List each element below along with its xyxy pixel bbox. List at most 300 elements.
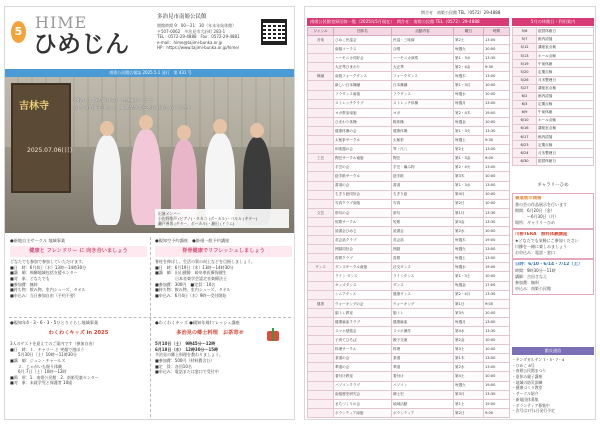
notice-list <box>512 357 594 414</box>
table-cell: 着付け教室 <box>334 372 392 381</box>
table-cell: 10:00 <box>484 308 510 317</box>
event-line: 多治見の郷土料理を教わりましょう。 <box>155 352 223 358</box>
table-cell: 郷土史 <box>392 390 454 399</box>
table-row <box>308 99 510 108</box>
event-line: 脊柱を伸ばし、生活の質の向上などを目指しましょう。 <box>155 259 255 265</box>
table-row <box>308 354 510 363</box>
table-cell: 第1・3火 <box>454 126 484 135</box>
table-cell: 第3月 <box>454 390 484 399</box>
table-cell: 読書会ひめじ <box>334 226 392 235</box>
table-cell: 館内清掃 <box>537 133 594 141</box>
table-row <box>513 52 594 60</box>
genre-cell <box>308 117 334 126</box>
table-cell: 振替休館日 <box>537 157 594 165</box>
genre-cell <box>308 99 334 108</box>
table-cell: 19:00 <box>484 381 510 390</box>
table-cell: ウォーキングの会 <box>334 299 392 308</box>
table-cell: ストレッチクラブ <box>334 99 392 108</box>
back-page <box>304 6 596 420</box>
table-row <box>308 117 510 126</box>
performer-head <box>250 123 264 138</box>
table-cell: 第1日 <box>454 299 484 308</box>
table-cell: 毎週土 <box>454 254 484 263</box>
column-divider <box>150 237 151 417</box>
genre-cell <box>308 354 334 363</box>
table-cell: 振替休館日 <box>537 28 594 36</box>
table-cell: 月末整理日 <box>537 149 594 157</box>
newsletter-title: ひめじん <box>33 30 129 58</box>
box-line: 時間：9時30分〜11時 <box>515 268 556 274</box>
box-title: 日時：6/10・6/14・7/12（土） <box>515 262 583 267</box>
genre-cell <box>308 90 334 99</box>
table-cell: 華道 <box>392 363 454 372</box>
table-cell: 太極拳サークル <box>334 136 392 145</box>
table-cell: 健康ダンス <box>392 290 454 299</box>
table-cell: 日本舞踊 <box>392 81 454 90</box>
event-title: 健康と フレンドリー に 向き合いましょう <box>10 246 147 257</box>
table-cell: 定期点検 <box>537 141 594 149</box>
group-table <box>307 27 510 418</box>
table-row <box>513 125 594 133</box>
table-cell: 10:00 <box>484 172 510 181</box>
table-cell: 写真クラブ南姫 <box>334 199 392 208</box>
caption-line: 日々の情報を正しく、素敵な演奏をぜひお楽しみください <box>75 105 192 111</box>
table-cell: 親子交流 <box>392 336 454 345</box>
date-cell: 5/27 <box>513 84 537 92</box>
event-line: ■定 員：各回10名 <box>155 363 192 369</box>
table-cell: 9:30 <box>484 136 510 145</box>
table-cell: 俳句 <box>392 208 454 217</box>
table-row <box>308 63 510 72</box>
genre-cell <box>308 408 334 417</box>
genre-cell <box>308 245 334 254</box>
table-cell: 第2・4月 <box>454 290 484 299</box>
table-cell: 毎週土 <box>454 136 484 145</box>
event-line: 3人のゲストを迎えてのご案内です（参加自由） <box>10 341 97 347</box>
table-cell: 毎週木 <box>454 72 484 81</box>
date-cell: 5/7 <box>513 36 537 44</box>
table-row <box>513 149 594 157</box>
table-row <box>513 28 594 36</box>
table-row <box>513 108 594 116</box>
notice-item: ・新規団体募集 <box>512 396 539 402</box>
genre-cell <box>308 181 334 190</box>
table-cell: 19:00 <box>484 236 510 245</box>
info-line: e-mail：hime@tajimi-bunka.or.jp <box>157 39 223 45</box>
date-cell: 6/3 <box>513 100 537 108</box>
event-line: ■日 時：6月19日（木）13時〜14時30分 <box>155 264 234 270</box>
genre-cell <box>308 281 334 290</box>
table-cell: 俳句の会 <box>334 208 392 217</box>
genre-cell <box>308 190 334 199</box>
table-cell: 10:00 <box>484 90 510 99</box>
genre-cell <box>308 81 334 90</box>
table-cell: 茶道 <box>392 354 454 363</box>
table-row <box>308 208 510 217</box>
table-cell: 毎週火 <box>454 381 484 390</box>
table-cell: 10:00 <box>484 345 510 354</box>
table-cell: 月末整理日 <box>537 76 594 84</box>
table-cell: 13:00 <box>484 317 510 326</box>
table-cell: 第2水 <box>454 226 484 235</box>
table-cell: ちぎり絵同好会 <box>334 190 392 199</box>
table-cell: スマホ勉強会 <box>334 327 392 336</box>
event-kids <box>10 320 147 386</box>
gallery-heading: ギャラリーひめ <box>537 183 569 188</box>
table-cell: 13:00 <box>484 99 510 108</box>
table-cell: 写真 <box>392 199 454 208</box>
table-row <box>308 108 510 117</box>
column-header: 時間 <box>484 28 510 36</box>
table-cell: まちづくりの会 <box>334 399 392 408</box>
event-line: ■参加費：300円 ■定員：10名 <box>155 281 216 287</box>
box-line: 参加費：無料 <box>515 279 539 285</box>
table-row <box>308 363 510 372</box>
event-line: ■対 象：未就学児と保護者 10組 <box>10 380 73 386</box>
table-cell: ホール点検 <box>537 52 594 60</box>
event-health <box>10 238 147 298</box>
table-cell: 10:00 <box>484 199 510 208</box>
table-cell: 毎週火 <box>454 45 484 54</box>
event-line: どなたでも参加で参加していただけます。 <box>10 259 86 265</box>
table-cell: 13:00 <box>484 254 510 263</box>
table-cell: ホール点検 <box>537 117 594 125</box>
table-cell: ひめこ民謡会 <box>334 36 392 45</box>
date-cell: 6/9 <box>513 108 537 116</box>
table-cell: 9:00 <box>484 299 510 308</box>
genre-cell <box>308 336 334 345</box>
date-cell: 6/17 <box>513 133 537 141</box>
column-header: 活動内容 <box>392 28 454 36</box>
closure-table <box>512 27 594 166</box>
genre-cell <box>308 217 334 226</box>
table-row <box>308 336 510 345</box>
genre-cell: 音楽 <box>308 36 334 45</box>
table-row <box>308 226 510 235</box>
event-line: ■対 象：どなたでも <box>10 275 50 281</box>
caption-line: 瀬戸善男 (ギター、ボーカル)・瀬田 (ドラム) <box>158 221 235 227</box>
photo-caption <box>75 99 285 112</box>
caption-line: 出演メンバー <box>158 211 181 216</box>
box-line: 期間：6月20日（金） <box>515 208 555 214</box>
concert-photo <box>5 77 295 233</box>
contact-info <box>157 14 257 50</box>
section-label: ●親知年4・3・6・3・5ひとりぐらし地域事業 <box>10 320 99 325</box>
table-cell: 第2水 <box>454 363 484 372</box>
table-row <box>308 72 510 81</box>
table-cell: 10:00 <box>484 45 510 54</box>
table-row <box>513 133 594 141</box>
event-title: 多治見の郷土料理 お茶寄せ <box>155 328 265 339</box>
table-row <box>308 290 510 299</box>
table-cell: 第2日 <box>454 199 484 208</box>
table-cell: 合唱 <box>392 45 454 54</box>
sign-title: 吉林寺 <box>19 101 49 112</box>
table-cell: 午前休館 <box>537 108 594 116</box>
table-cell: パソコンクラブ <box>334 381 392 390</box>
table-cell: 定期点検 <box>537 68 594 76</box>
side-table-title: 5月の休館日・利用案内 <box>512 18 594 26</box>
performer-head <box>139 115 153 130</box>
row-divider <box>9 317 291 318</box>
notice-item: ・次号は7月1日発行予定 <box>512 408 555 414</box>
table-row <box>308 154 510 163</box>
info-line: HP：https://www.tajimi-bunka.or.jp/hime/ <box>157 44 240 50</box>
table-cell: 第1木 <box>454 354 484 363</box>
genre-cell <box>308 108 334 117</box>
table-row <box>513 76 594 84</box>
genre-cell <box>308 317 334 326</box>
table-cell: 脳トレ <box>392 308 454 317</box>
table-cell: 13:00 <box>484 181 510 190</box>
table-row <box>308 54 510 63</box>
genre-cell <box>308 372 334 381</box>
genre-cell <box>308 290 334 299</box>
event-line: ■申込み：当日参加自由（予約不要） <box>10 292 78 298</box>
table-cell: ストレッチ体操 <box>392 99 454 108</box>
table-cell: 第2金 <box>454 336 484 345</box>
event-line: ■講 師：ジュン・チャールズ <box>10 357 66 363</box>
genre-cell: 文芸 <box>308 208 334 217</box>
masthead <box>5 7 295 69</box>
table-cell: 茶道の会 <box>334 354 392 363</box>
table-cell: 第2・4火 <box>454 163 484 172</box>
table-cell: 13:00 <box>484 163 510 172</box>
section-label: ●親知空予約講座 ●掛週一般予約講座 <box>155 238 230 243</box>
table-cell: 9:00 <box>484 154 510 163</box>
table-cell: 書道の会 <box>334 181 392 190</box>
table-cell: 第1土 <box>454 399 484 408</box>
table-row <box>308 263 510 272</box>
notice-item: ・地域の防災訓練 <box>512 379 543 385</box>
date-cell: 5/12 <box>513 44 537 52</box>
section-label: ●新地自主サークル 地域事業 <box>10 238 66 243</box>
table-cell: 手芸の会 <box>334 163 392 172</box>
table-cell: ラインダンス <box>392 272 454 281</box>
table-cell: 第2・4木 <box>454 108 484 117</box>
table-row <box>308 390 510 399</box>
genre-cell <box>308 363 334 372</box>
table-cell: 13:30 <box>484 290 510 299</box>
table-cell: 毎週月 <box>454 317 484 326</box>
table-cell: 13:30 <box>484 217 510 226</box>
event-spine <box>155 238 292 298</box>
box-line: 川柳を一緒に楽しみましょう <box>515 244 567 250</box>
table-cell: 毎週月 <box>454 99 484 108</box>
table-cell: 講座室点検 <box>537 44 594 52</box>
table-cell: 午前休館 <box>537 60 594 68</box>
table-cell: 9:00 <box>484 408 510 417</box>
date-cell: 6/10 <box>513 117 537 125</box>
date-cell: 5/13 <box>513 52 537 60</box>
table-cell: 囲碁同好会 <box>334 245 392 254</box>
genre-cell <box>308 226 334 235</box>
table-body <box>513 28 594 166</box>
performer-figure <box>93 135 121 225</box>
issue-bar: 南姫公民館広報誌 2025.5.1 発行 第 431 号 <box>5 69 295 77</box>
event-line: ■場 所：1．南姫公民館 2．南姫児童センター <box>10 374 99 380</box>
table-cell: 南姫歴史研究会 <box>334 390 392 399</box>
event-line: ■日 時：１．チャリー と 笑顔で遊ぼう <box>10 346 85 352</box>
event-line: ■日 時：6月4日（水）13時〜14時30分 <box>10 264 87 270</box>
event-line: ■持ち物：飲み物、室内シューズ、タオル <box>155 287 231 293</box>
table-cell: シニアダンス <box>334 290 392 299</box>
front-page <box>4 6 295 420</box>
table-cell: 短歌サークル <box>334 217 392 226</box>
performer-head <box>100 121 114 136</box>
date-cell: 6/2 <box>513 92 537 100</box>
table-cell: ヨガ <box>392 108 454 117</box>
table-cell: 第4土 <box>454 372 484 381</box>
qr-code-icon[interactable] <box>261 19 287 45</box>
table-cell: 第2・4金 <box>454 63 484 72</box>
table-cell: 講座室点検 <box>537 125 594 133</box>
genre-cell: 健康 <box>308 299 334 308</box>
table-cell: 毎週金 <box>454 281 484 290</box>
notice-item: ・キンダガルテン 7・3・7・4 <box>512 357 565 362</box>
table-cell: 第1・3金 <box>454 154 484 163</box>
table-cell: 10:00 <box>484 272 510 281</box>
table-cell: 毎週水 <box>454 263 484 272</box>
genre-cell <box>308 172 334 181</box>
table-cell: 第3金 <box>454 217 484 226</box>
table-cell: 新しい日本舞踊 <box>334 81 392 90</box>
schedule-box <box>512 259 594 295</box>
date-cell: 6/16 <box>513 125 537 133</box>
section-label: ●わくわくキッズ ●親知年週Ⅰフレッシュ講座 <box>155 320 240 325</box>
gift-box-icon <box>267 331 279 341</box>
table-cell: 料理 <box>392 345 454 354</box>
table-cell: ライン ダンス <box>334 272 392 281</box>
table-cell: 10:00 <box>484 190 510 199</box>
genre-cell <box>308 345 334 354</box>
table-cell: 将棋 <box>392 254 454 263</box>
table-cell: フォークダンス <box>392 72 454 81</box>
table-cell: 健康麻雀 <box>392 317 454 326</box>
table-cell: 10:00 <box>484 372 510 381</box>
table-cell: 第1・3水 <box>454 54 484 63</box>
date-cell: 5/26 <box>513 76 537 84</box>
table-cell: 大正琴 <box>392 63 454 72</box>
table-row <box>308 172 510 181</box>
event-line: 5月30日（土）10時〜11時30分 <box>10 352 77 358</box>
table-row <box>308 136 510 145</box>
table-row <box>513 36 594 44</box>
table-cell: 13:30 <box>484 390 510 399</box>
table-row <box>308 272 510 281</box>
box-line: 〜6月30日（月） <box>515 213 559 219</box>
genre-cell <box>308 45 334 54</box>
table-cell: 19:00 <box>484 263 510 272</box>
table-cell: パソコン <box>392 381 454 390</box>
performer-head <box>177 125 191 140</box>
genre-cell <box>308 163 334 172</box>
table-cell: 館内清掃 <box>537 92 594 100</box>
box-line: 講師：吉田さなえ <box>515 274 547 280</box>
table-cell: 健康麻雀クラブ <box>334 317 392 326</box>
table-cell: 脳トレ教室 <box>334 308 392 317</box>
genre-cell <box>308 236 334 245</box>
box-line: 場所：ギャラリーひめ <box>515 219 555 225</box>
info-line: TEL：0572-29-4888 Fax：0572-29-4881 <box>157 34 240 40</box>
table-cell: 13:00 <box>484 145 510 154</box>
title-latin: HIME <box>35 13 88 32</box>
table-cell: ダンスサークル南姫 <box>334 263 392 272</box>
table-row <box>513 117 594 125</box>
genre-cell: 工芸 <box>308 154 334 163</box>
column-header: ジャンル <box>308 28 334 36</box>
org-name: 多治見市南姫公民館 <box>157 14 207 20</box>
table-row <box>308 45 510 54</box>
table-cell: ひまわり体操 <box>334 117 392 126</box>
genre-cell <box>308 399 334 408</box>
table-cell: 囲碁 <box>392 245 454 254</box>
table-row <box>308 317 510 326</box>
box-title: 川柳TERA 無料体験講座 <box>515 232 568 237</box>
table-cell: 華道の会 <box>334 363 392 372</box>
table-cell: ウォーキング <box>392 299 454 308</box>
table-cell: 将棋クラブ <box>334 254 392 263</box>
info-line: 開館時間 9：00〜21：30（年末年始休館） <box>157 23 237 29</box>
table-cell: 陶芸 <box>392 154 454 163</box>
volume-badge: 5 <box>11 21 26 43</box>
table-cell: 定期点検 <box>537 100 594 108</box>
table-row <box>513 92 594 100</box>
table-cell: 健康体操の会 <box>334 126 392 135</box>
box-title: 書道展示開催 <box>515 196 542 201</box>
info-line: 〒507-0062 多治見市大針町 283-1 <box>157 28 226 34</box>
table-cell: 13:00 <box>484 245 510 254</box>
table-cell: 陶芸サークル南姫 <box>334 154 392 163</box>
caption-line: 懐かしい歌が聴ける！ 皆さまの一コマ <box>75 99 153 104</box>
table-cell: 第2日 <box>454 408 484 417</box>
table-cell: 13:00 <box>484 36 510 45</box>
genre-cell <box>308 381 334 390</box>
event-line: ２．じゃがいも掘り体験 <box>10 363 62 369</box>
table-cell: 民謡・三味線 <box>392 36 454 45</box>
date-cell: 5/19 <box>513 60 537 68</box>
event-line: 6月 7日（土）10時〜12時 <box>10 369 67 375</box>
date-cell: 6/24 <box>513 149 537 157</box>
table-row <box>308 308 510 317</box>
genre-cell <box>308 327 334 336</box>
table-cell: ボランティア <box>392 408 454 417</box>
table-cell: フラダンス <box>392 90 454 99</box>
table-row <box>308 190 510 199</box>
table-row <box>308 181 510 190</box>
table-row <box>308 345 510 354</box>
table-cell: 手芸・編み物 <box>392 163 454 172</box>
table-cell: 9:30 <box>484 63 510 72</box>
table-cell: 第2土 <box>454 36 484 45</box>
table-cell: 館内清掃 <box>537 36 594 44</box>
table-cell: ちぎり絵 <box>392 190 454 199</box>
table-cell: 毎週水 <box>454 90 484 99</box>
event-title: 脊骨健康でリフレッシュしましょう <box>155 246 292 257</box>
genre-cell <box>308 145 334 154</box>
event-line: ■申込み：電話または窓口で受付中 <box>155 369 219 375</box>
genre-cell: ダンス <box>308 263 334 272</box>
sign-date: 2025.07.06(日) <box>27 147 73 154</box>
table-row <box>308 372 510 381</box>
event-line: ■参加費：500円（材料費含む） <box>155 357 215 363</box>
table-cell: 第4月 <box>454 190 484 199</box>
table-body <box>308 36 510 418</box>
table-row <box>308 145 510 154</box>
table-cell: 第1・3土 <box>454 272 484 281</box>
table-cell: 13:30 <box>484 208 510 217</box>
table-cell: ハーモニカ同好会 <box>334 54 392 63</box>
